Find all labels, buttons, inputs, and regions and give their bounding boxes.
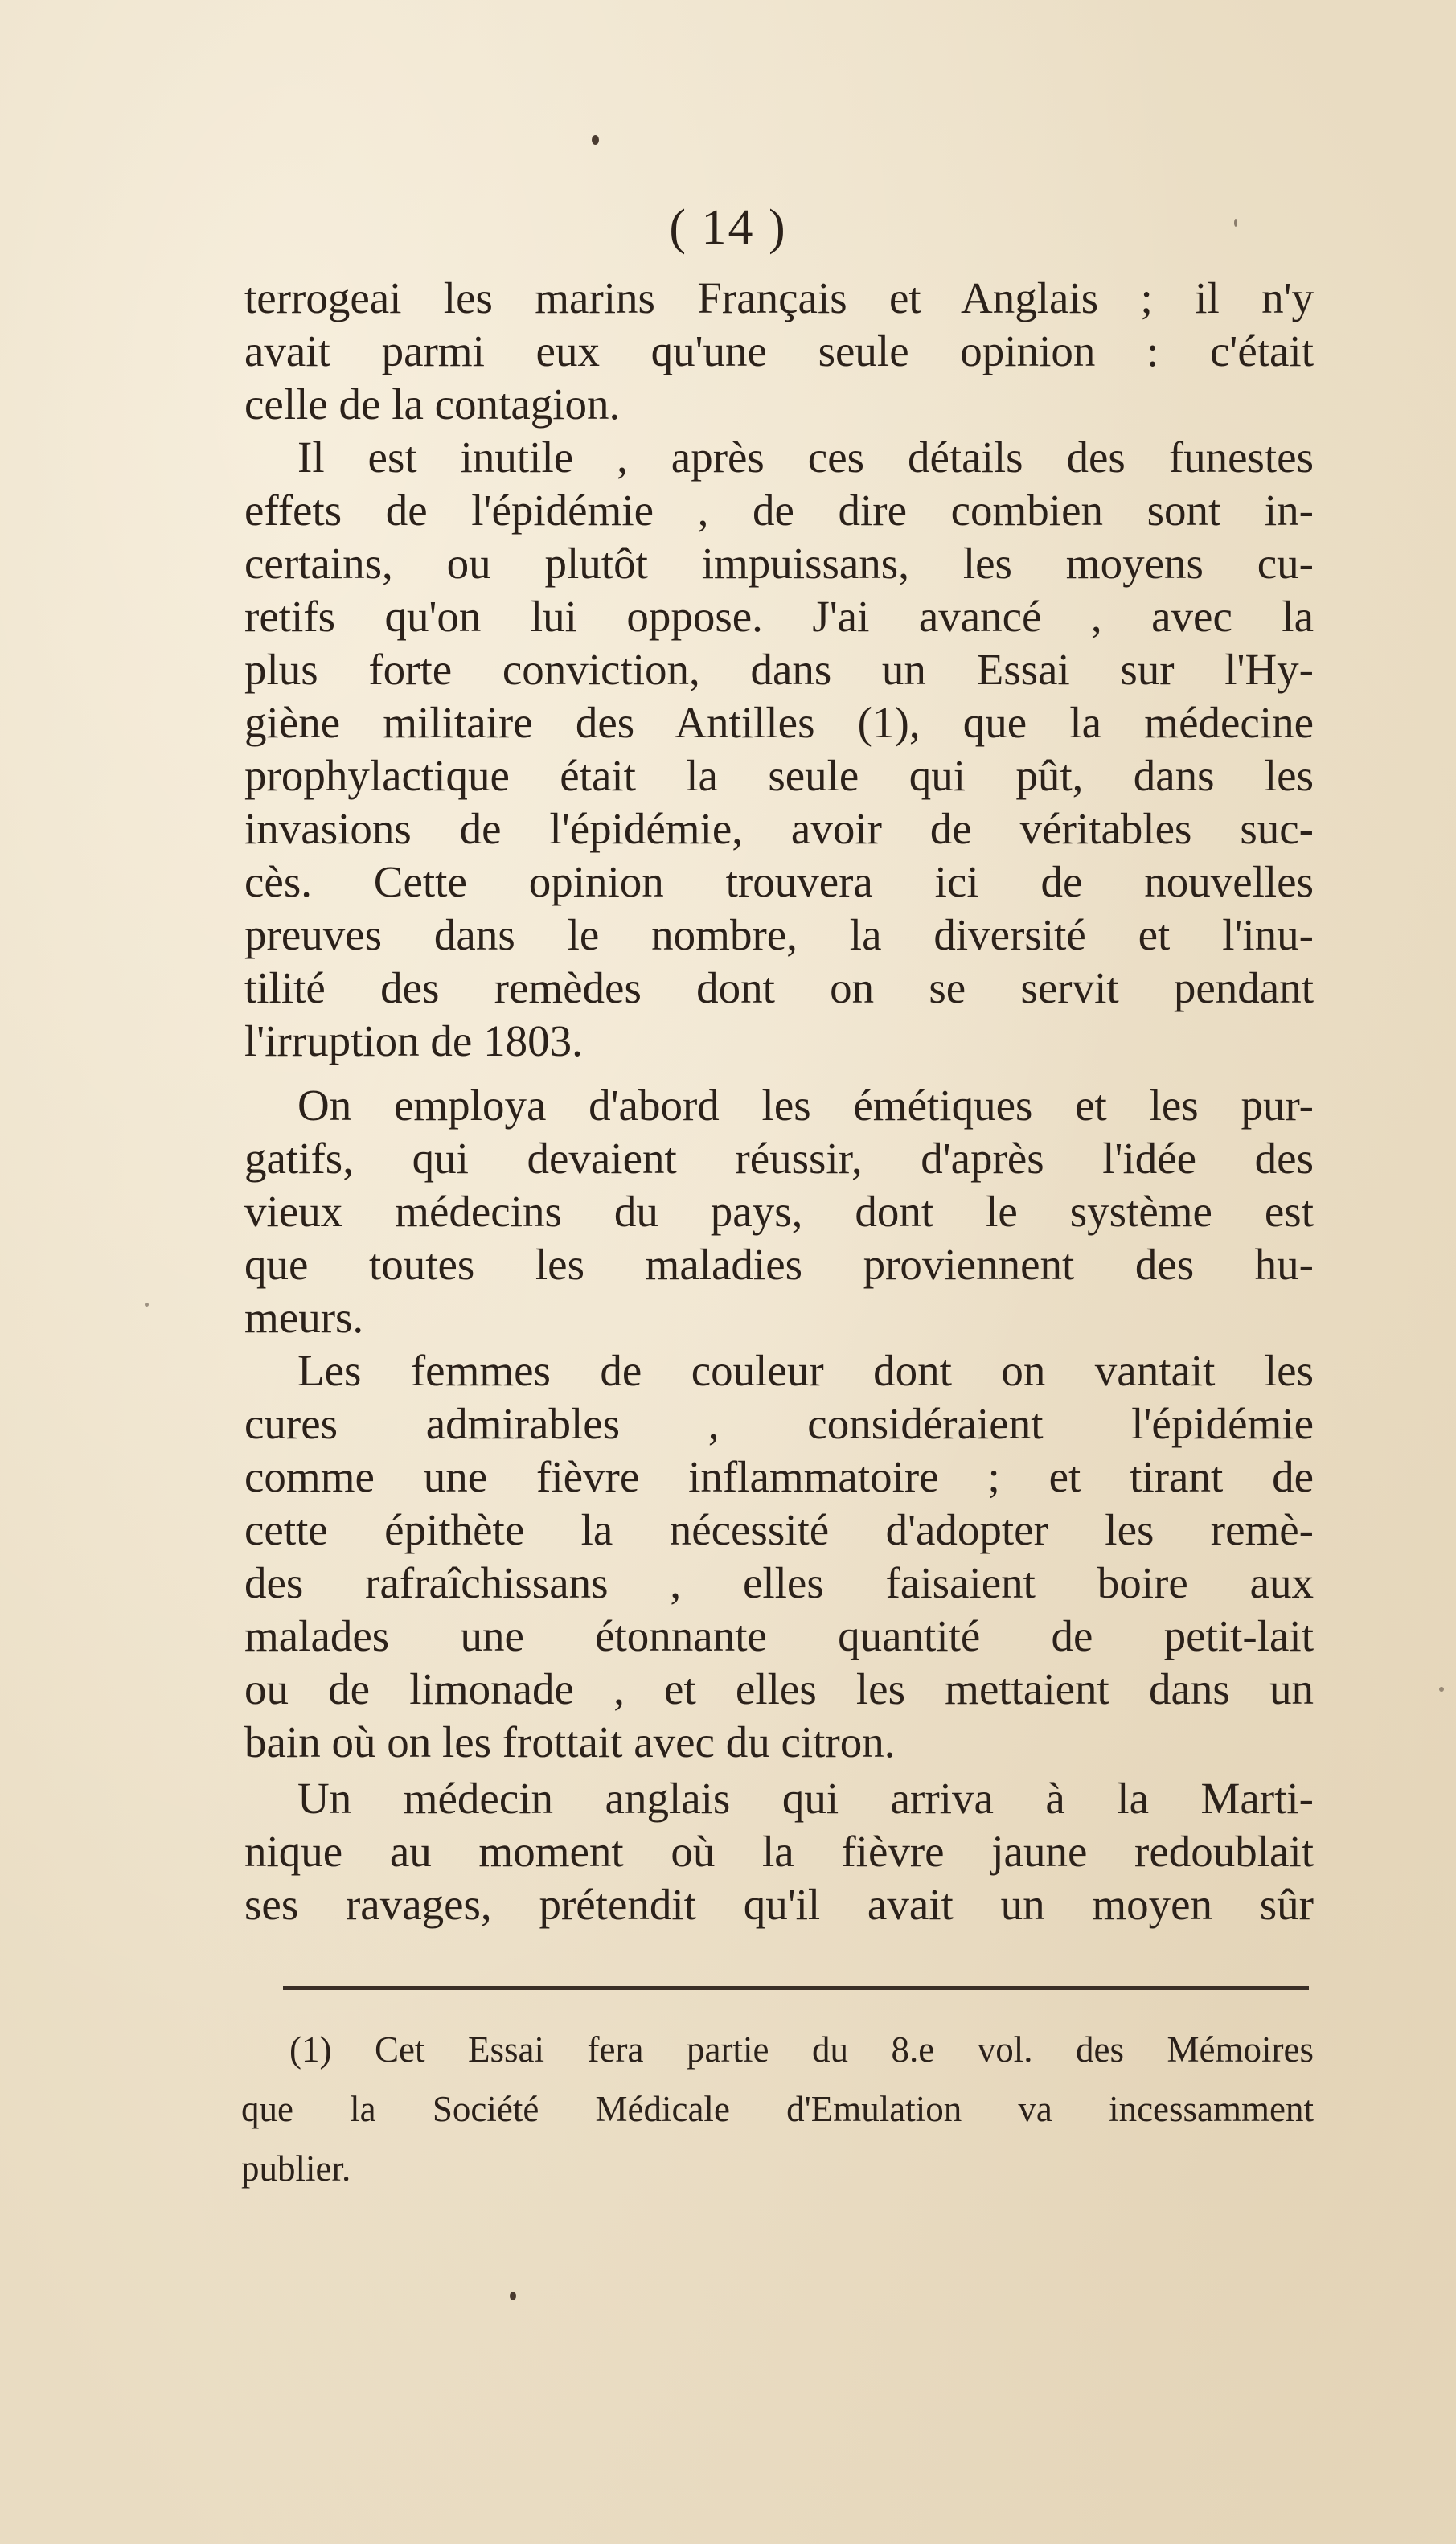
text-line: terrogeai les marins Français et Anglais ; il n'y [244,273,1314,322]
footnote-line: (1) Cet Essai fera partie du 8.e vol. des Mémoires [289,2029,1314,2070]
page-number: ( 14 ) [669,200,787,255]
text-line: ou de limonade , et elles les mettaient dans un [244,1664,1314,1713]
text-line: ses ravages, prétendit qu'il avait un moyen sûr [244,1880,1314,1929]
ink-speck [145,1303,149,1307]
text-line: des rafraîchissans , elles faisaient boire aux [244,1558,1314,1607]
text-line: invasions de l'épidémie, avoir de véritables suc- [244,804,1314,853]
text-line: plus forte conviction, dans un Essai sur l'Hy- [244,645,1314,694]
text-line: gatifs, qui devaient réussir, d'après l'idée des [244,1134,1314,1183]
text-line: comme une fièvre inflammatoire ; et tirant de [244,1452,1314,1501]
text-line: effets de l'épidémie , de dire combien sont in- [244,486,1314,535]
footnote-rule [283,1986,1309,1990]
ink-speck [1234,219,1237,227]
text-line: cette épithète la nécessité d'adopter les remè- [244,1505,1314,1554]
text-line: Il est inutile , après ces détails des funestes [297,433,1314,482]
text-line: meurs. [244,1293,364,1342]
footnote-line: que la Société Médicale d'Emulation va incessamment [241,2089,1314,2129]
text-line: giène militaire des Antilles (1), que la médecine [244,698,1314,747]
ink-speck [592,135,599,145]
text-line: bain où on les frottait avec du citron. [244,1717,896,1766]
text-line: tilité des remèdes dont on se servit pendant [244,963,1314,1012]
text-line: Un médecin anglais qui arriva à la Marti- [297,1774,1314,1823]
text-line: malades une étonnante quantité de petit-lait [244,1611,1314,1660]
text-line: que toutes les maladies proviennent des hu- [244,1240,1314,1289]
text-line: vieux médecins du pays, dont le système est [244,1187,1314,1236]
text-line: prophylactique était la seule qui pût, dans les [244,751,1314,800]
text-line: celle de la contagion. [244,380,621,429]
text-line: retifs qu'on lui oppose. J'ai avancé , avec la [244,592,1314,641]
footnote-line: publier. [241,2148,351,2189]
text-line: On employa d'abord les émétiques et les pur- [297,1081,1314,1130]
text-line: avait parmi eux qu'une seule opinion : c'était [244,326,1314,375]
text-line: preuves dans le nombre, la diversité et l'inu- [244,910,1314,959]
text-line: l'irruption de 1803. [244,1016,583,1065]
text-line: certains, ou plutôt impuissans, les moyens cu- [244,539,1314,588]
text-line: cures admirables , considéraient l'épidémie [244,1399,1314,1448]
text-line: Les femmes de couleur dont on vantait les [297,1346,1314,1395]
text-line: nique au moment où la fièvre jaune redoublait [244,1827,1314,1876]
ink-speck [510,2292,516,2300]
text-line: cès. Cette opinion trouvera ici de nouvelles [244,857,1314,906]
ink-speck [1439,1687,1444,1692]
